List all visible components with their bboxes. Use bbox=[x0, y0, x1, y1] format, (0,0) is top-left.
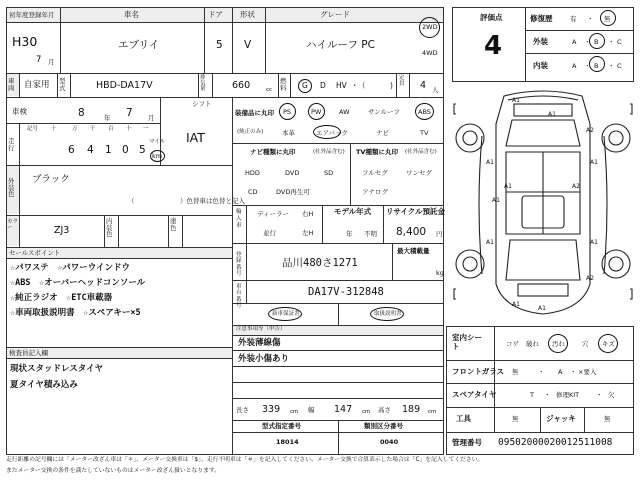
import-label: 輸入車 bbox=[236, 209, 242, 230]
records-label: 新車保証書 bbox=[272, 311, 300, 317]
ext-grade-a: A bbox=[572, 38, 577, 46]
doors: 5 bbox=[216, 39, 223, 51]
digit-label-0: 十 bbox=[51, 126, 57, 132]
repair-yes: 有 bbox=[570, 15, 577, 23]
sales-points-label: セールスポイント bbox=[9, 249, 61, 257]
interior-sheet-label: 室内シート bbox=[452, 333, 482, 351]
equip-airbag: エアバック bbox=[316, 129, 348, 137]
mileage-digit-1: 4 bbox=[87, 144, 94, 156]
fuel-dot: ・ bbox=[351, 81, 359, 90]
navi-sub: (社外品含む) bbox=[313, 149, 345, 155]
capacity-label: 定員 bbox=[399, 75, 405, 87]
jack-value: 無 bbox=[604, 415, 611, 423]
navi-cd: CD bbox=[248, 188, 258, 196]
max-load-unit: kg bbox=[436, 269, 444, 277]
car-name-label: 車名 bbox=[124, 10, 139, 19]
mark-a2-right-mid: A2 bbox=[572, 183, 580, 190]
model-year-unknown: 不明 bbox=[364, 230, 377, 238]
chassis-label: 車台番号 bbox=[236, 284, 242, 309]
mark-a1-right-rear: A1 bbox=[590, 159, 598, 166]
score-label: 評価点 bbox=[480, 13, 503, 22]
shape: V bbox=[244, 39, 252, 51]
inspection-year: 8 bbox=[78, 107, 85, 119]
sheet-scratch: キズ bbox=[602, 340, 615, 348]
equip-aw: AW bbox=[339, 108, 350, 116]
navi-dvd: DVD bbox=[285, 169, 300, 177]
ext-grade-label: 外装 bbox=[533, 37, 548, 46]
height-value: 189 bbox=[402, 404, 421, 415]
paint-label: 塗色 bbox=[170, 217, 177, 232]
model-year-unit: 年 bbox=[346, 230, 353, 238]
model-label: 型式 bbox=[59, 77, 66, 92]
grade: ハイルーフ PC bbox=[306, 39, 375, 51]
class-label: 類別区分番号 bbox=[364, 422, 403, 430]
jack-label: ジャッキ bbox=[546, 414, 576, 423]
digit-label-5: 一 bbox=[143, 126, 149, 132]
digit-label-1: 万 bbox=[72, 126, 78, 132]
tools-value: 無 bbox=[512, 415, 519, 423]
mileage-symbol-label: 記号 bbox=[27, 126, 39, 132]
grade-label: グレード bbox=[320, 10, 350, 19]
registration-label: 登録番号 bbox=[236, 252, 242, 277]
mark-a1-rear-left: A1 bbox=[512, 301, 520, 308]
recycle-unit: 円 bbox=[436, 230, 443, 238]
caution-label: 注意事項等（申告） bbox=[236, 326, 286, 332]
equip-ps: PS bbox=[283, 108, 292, 116]
displacement-label: 排気量 bbox=[200, 75, 206, 92]
first-reg-month: 7 bbox=[36, 55, 42, 65]
mileage-km-unit: km bbox=[152, 152, 163, 160]
spare-dot2: ・ bbox=[596, 391, 603, 399]
digit-label-4: 十 bbox=[126, 126, 132, 132]
tv-sub: (社外品含む) bbox=[405, 149, 437, 155]
navi-dvd-play: DVD再生可 bbox=[276, 188, 310, 196]
model-year-label: モデル年式 bbox=[334, 207, 372, 216]
mark-a1-left-door: A1 bbox=[486, 159, 494, 166]
month-unit: 月 bbox=[48, 58, 55, 66]
import-left: 左H bbox=[302, 229, 314, 237]
vehicle-label: 車両 bbox=[8, 77, 15, 92]
tv-title: TV種類に丸印 bbox=[356, 148, 398, 156]
sheet-stain: 汚れ bbox=[552, 340, 565, 348]
drive-2wd: 2WD bbox=[422, 23, 438, 31]
drive-4wd: 4WD bbox=[422, 49, 438, 57]
model-code: HBD-DA17V bbox=[96, 80, 153, 91]
mark-a2-right-front: A2 bbox=[586, 127, 594, 134]
shift-label: シフト bbox=[192, 100, 212, 108]
equip-pw: PW bbox=[311, 108, 322, 116]
import-dealer: ディーラー bbox=[257, 210, 289, 218]
spare-kit: 修理KIT bbox=[556, 391, 580, 399]
mark-a1-left-quarter: A1 bbox=[486, 239, 494, 246]
registration-value: 品川480さ1271 bbox=[282, 257, 358, 269]
sales-line-1: ☆ABS ☆オーバーヘッドコンソール bbox=[10, 278, 146, 288]
equipment-title: 装備品に丸印 bbox=[235, 109, 274, 117]
designation-value: 18014 bbox=[276, 438, 299, 446]
int-grade-c: C bbox=[617, 62, 622, 70]
inspection-label: 車検 bbox=[12, 107, 27, 116]
equip-leather: 本革 bbox=[282, 129, 295, 137]
max-load-label: 最大積載量 bbox=[397, 247, 430, 255]
mark-a1-right-quarter: A1 bbox=[590, 239, 598, 246]
shift-value: IAT bbox=[186, 130, 205, 145]
sheet-burn: コゲ bbox=[506, 340, 519, 348]
sales-line-2: ☆純正ラジオ ☆ETC車載器 bbox=[10, 293, 113, 303]
cc-unit: cc bbox=[266, 87, 273, 93]
fuel-g: G bbox=[302, 81, 308, 90]
tv-fullseg: フルセグ bbox=[362, 169, 388, 177]
repair-dot: ・ bbox=[587, 15, 594, 23]
fuel-d: D bbox=[320, 81, 326, 90]
int-grade-dot2: ・ bbox=[608, 62, 615, 70]
inspection-month: 7 bbox=[126, 107, 133, 119]
import-parallel: 並行 bbox=[263, 229, 276, 237]
spare-dot1: ・ bbox=[544, 391, 551, 399]
designation-label: 型式指定番号 bbox=[262, 422, 301, 430]
mark-a1-rear: A1 bbox=[538, 305, 546, 312]
footer-line-2: またメーター交換の条件を満たしていないものはメーター改ざん扱いとなります。 bbox=[6, 468, 221, 474]
mileage-digit-2: 1 bbox=[105, 144, 112, 156]
int-grade-a: A bbox=[572, 62, 577, 70]
equip-tv: TV bbox=[420, 129, 429, 137]
control-label: 管理番号 bbox=[452, 438, 482, 447]
footer-line-1: 走行距離の記号欄には「メーター改ざん車は「＊」、メーター交換車は「$」、走行不明車は「＃」を記入してください。メーター交換で合算表示した場合は「C」を記入してください。 bbox=[6, 457, 484, 463]
windshield-replace: ×要入 bbox=[578, 368, 597, 376]
width-value: 147 bbox=[334, 404, 353, 415]
exterior-value: ブラック bbox=[32, 174, 70, 185]
height-unit: cm bbox=[428, 409, 437, 415]
sheet-tear: 破れ bbox=[526, 340, 539, 348]
mileage-label: 走行 bbox=[8, 137, 15, 152]
recycle-label: リサイクル預託金 bbox=[386, 207, 445, 216]
first-reg-label: 初年度登録年月 bbox=[9, 11, 55, 19]
tv-analog: アナログ bbox=[362, 188, 388, 196]
chassis-value: DA17V-312848 bbox=[308, 286, 384, 298]
score-value: 4 bbox=[484, 31, 503, 61]
sales-line-0: ☆パワステ ☆パワーウインドウ bbox=[10, 263, 131, 273]
recycle-value: 8,400 bbox=[396, 226, 427, 238]
use: 自家用 bbox=[24, 80, 50, 90]
equip-abs: ABS bbox=[418, 108, 431, 116]
capacity: 4 bbox=[420, 80, 427, 91]
int-grade-label: 内装 bbox=[533, 61, 548, 70]
height-label: 高さ bbox=[378, 406, 391, 414]
windshield-dot1: ・ bbox=[538, 368, 545, 376]
repair-label: 修復歴 bbox=[530, 14, 553, 23]
width-unit: cm bbox=[362, 409, 371, 415]
damage-diagram bbox=[452, 84, 634, 322]
inspector-notes-label: 検査員記入欄 bbox=[9, 349, 48, 357]
manual-label: 取扱説明書 bbox=[374, 311, 402, 317]
mark-a1-front: A1 bbox=[512, 97, 520, 104]
tools-label: 工具 bbox=[456, 414, 471, 423]
digit-label-2: 千 bbox=[90, 126, 96, 132]
equip-navi: ナビ bbox=[376, 129, 389, 137]
mark-a2-rear-right: A2 bbox=[586, 275, 594, 282]
fuel-paren-open: （ bbox=[358, 81, 366, 90]
windshield-none: 無 bbox=[512, 368, 519, 376]
control-value: 09502000020012511008 bbox=[498, 437, 613, 448]
int-grade-dot1: ・ bbox=[584, 62, 591, 70]
ext-grade-dot1: ・ bbox=[584, 38, 591, 46]
mileage-digit-4: 5 bbox=[139, 144, 146, 156]
tv-oneseg: ワンセグ bbox=[406, 169, 432, 177]
repair-none: 無 bbox=[604, 15, 611, 23]
ext-grade-dot2: ・ bbox=[608, 38, 615, 46]
width-label: 幅 bbox=[308, 406, 315, 414]
spare-tire-label: スペアタイヤ bbox=[452, 390, 497, 399]
windshield-a: A bbox=[558, 368, 563, 376]
int-grade-b: B bbox=[594, 62, 599, 70]
color-code: ZJ3 bbox=[54, 225, 70, 236]
sales-line-3: ☆車両取扱説明書 ☆スペアキー×5 bbox=[10, 308, 141, 318]
color-code-label: カラー bbox=[7, 219, 19, 231]
mark-a1-left-mid: A1 bbox=[504, 183, 512, 190]
length-unit: cm bbox=[290, 409, 299, 415]
exterior-label: 外装色 bbox=[8, 177, 15, 198]
length-value: 339 bbox=[262, 404, 281, 415]
sheet-hole: 穴 bbox=[582, 340, 589, 348]
inspector-line-1: 夏タイヤ積み込み bbox=[10, 380, 78, 390]
class-value: 0040 bbox=[380, 438, 399, 446]
ext-grade-c: C bbox=[617, 38, 622, 46]
door-label: ドア bbox=[208, 10, 223, 19]
interior-color-label: 内装色 bbox=[106, 217, 113, 238]
fuel-label: 燃料 bbox=[280, 77, 287, 92]
digit-label-3: 百 bbox=[108, 126, 114, 132]
spare-t: T bbox=[530, 391, 534, 399]
mileage-digit-3: 0 bbox=[122, 144, 129, 156]
inspection-month-unit: 月 bbox=[148, 114, 155, 122]
mark-a1-left-rear: A1 bbox=[492, 197, 500, 204]
navi-hdd: HDD bbox=[245, 169, 260, 177]
windshield-dot2: ・ bbox=[570, 368, 577, 376]
inspector-line-0: 現状スタッドレスタイヤ bbox=[10, 364, 104, 374]
capacity-unit: 人 bbox=[432, 86, 439, 94]
navi-title: ナビ種類に丸印 bbox=[250, 148, 296, 156]
windshield-label: フロントガラス bbox=[452, 367, 505, 376]
mark-a1-hood: A1 bbox=[548, 111, 556, 118]
fuel-paren-close: ) bbox=[390, 81, 393, 90]
exterior-note: （ ）色替車は色替と記入 bbox=[128, 197, 245, 205]
inspection-year-unit: 年 bbox=[104, 114, 111, 122]
ext-grade-b: B bbox=[594, 38, 599, 46]
caution-line-1: 外装小傷あり bbox=[238, 354, 290, 364]
displacement: 660 bbox=[232, 80, 251, 91]
mileage-mile-unit: マイル bbox=[149, 139, 166, 145]
fuel-hv: HV bbox=[336, 81, 347, 90]
first-reg-era: H30 bbox=[12, 34, 38, 49]
import-right: 右H bbox=[302, 210, 314, 218]
navi-sd: SD bbox=[324, 169, 334, 177]
caution-line-0: 外装薄線傷 bbox=[238, 338, 281, 348]
shape-label: 形状 bbox=[240, 10, 255, 19]
length-label: 長さ bbox=[236, 406, 249, 414]
equipment-sub: (純正のみ) bbox=[237, 129, 264, 135]
mileage-digit-0: 6 bbox=[68, 144, 75, 156]
equip-sunroof: サンルーフ bbox=[368, 108, 400, 116]
car-name: エブリイ bbox=[118, 39, 160, 51]
spare-missing: 欠 bbox=[608, 391, 615, 399]
